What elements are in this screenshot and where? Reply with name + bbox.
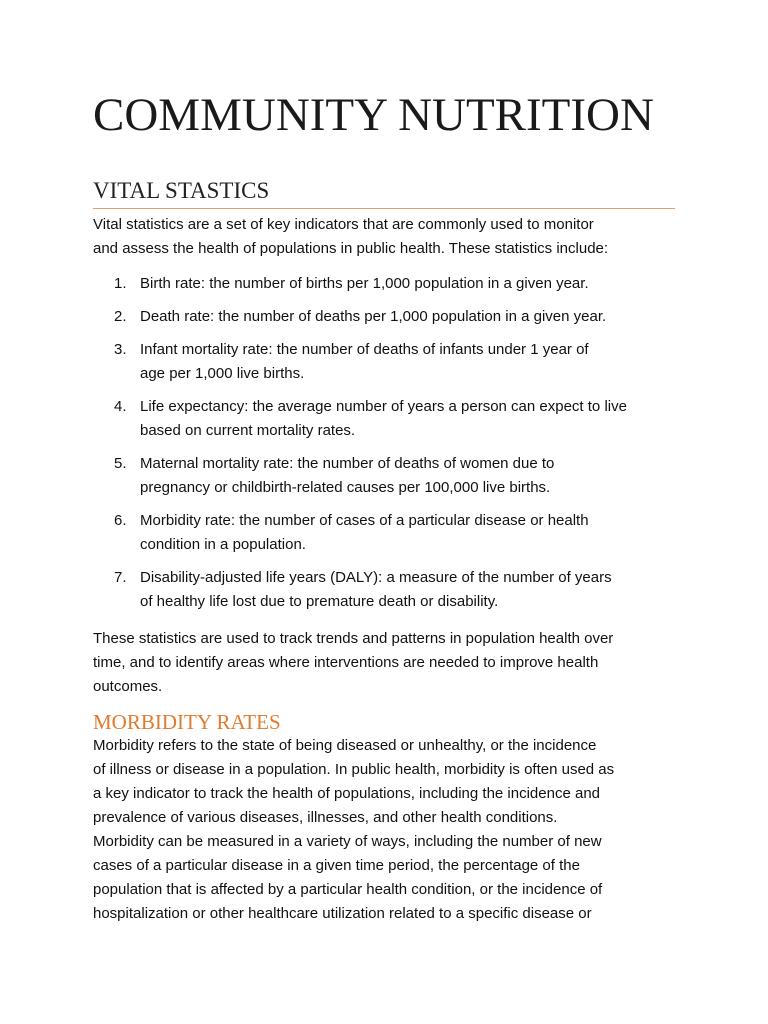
text-line: of illness or disease in a population. In public health, morbidity is often used as [93, 761, 615, 778]
text-line: time, and to identify areas where interventions are needed to improve health [93, 654, 599, 671]
list-item [93, 338, 627, 386]
section-heading-morbidity-rates: MORBIDITY RATES [93, 710, 281, 734]
text-line: hospitalization or other healthcare utilization related to a specific disease or [93, 905, 592, 922]
document-title: COMMUNITY NUTRITION [93, 89, 654, 141]
list-number: 2. [114, 308, 127, 325]
text-line: Birth rate: the number of births per 1,000 population in a given year. [140, 275, 589, 292]
text-line: outcomes. [93, 678, 163, 695]
list-number: 5. [114, 455, 127, 472]
list-number: 3. [114, 341, 127, 358]
text-line: of healthy life lost due to premature death or disability. [140, 593, 499, 610]
text-line: Morbidity can be measured in a variety of ways, including the number of new [93, 833, 602, 850]
text-line: Morbidity rate: the number of cases of a particular disease or health [140, 512, 589, 529]
text-line: age per 1,000 live births. [140, 365, 305, 382]
text-line: Vital statistics are a set of key indicators that are commonly used to monitor [93, 216, 594, 233]
list-item [93, 509, 627, 557]
text-line: These statistics are used to track trends and patterns in population health over [93, 630, 614, 647]
text-line: Morbidity refers to the state of being diseased or unhealthy, or the incidence [93, 737, 597, 754]
list-item [93, 395, 627, 443]
text-line: prevalence of various diseases, illnesses, and other health conditions. [93, 809, 558, 826]
list-number: 6. [114, 512, 127, 529]
list-number: 7. [114, 569, 127, 586]
text-line: cases of a particular disease in a given time period, the percentage of the [93, 857, 580, 874]
intro-paragraph [93, 213, 608, 261]
text-line: Maternal mortality rate: the number of deaths of women due to [140, 455, 555, 472]
list-item [93, 272, 627, 296]
list-item [93, 305, 627, 329]
morbidity-paragraph [93, 734, 614, 926]
list-number: 1. [114, 275, 127, 292]
list-item [93, 452, 627, 500]
section-heading-vital-statistics: VITAL STASTICS [93, 176, 675, 209]
text-line: pregnancy or childbirth-related causes per 100,000 live births. [140, 479, 551, 496]
vital-statistics-list [93, 272, 627, 623]
text-line: Death rate: the number of deaths per 1,000 population in a given year. [140, 308, 607, 325]
list-number: 4. [114, 398, 127, 415]
text-line: Life expectancy: the average number of years a person can expect to live [140, 398, 627, 415]
text-line: based on current mortality rates. [140, 422, 356, 439]
text-line: population that is affected by a particular health condition, or the incidence of [93, 881, 603, 898]
text-line: condition in a population. [140, 536, 306, 553]
list-item [93, 566, 627, 614]
text-line: a key indicator to track the health of populations, including the incidence and [93, 785, 600, 802]
text-line: and assess the health of populations in public health. These statistics include: [93, 240, 609, 257]
text-line: Infant mortality rate: the number of deaths of infants under 1 year of [140, 341, 589, 358]
text-line: Disability-adjusted life years (DALY): a measure of the number of years [140, 569, 612, 586]
outro-paragraph [93, 627, 613, 699]
